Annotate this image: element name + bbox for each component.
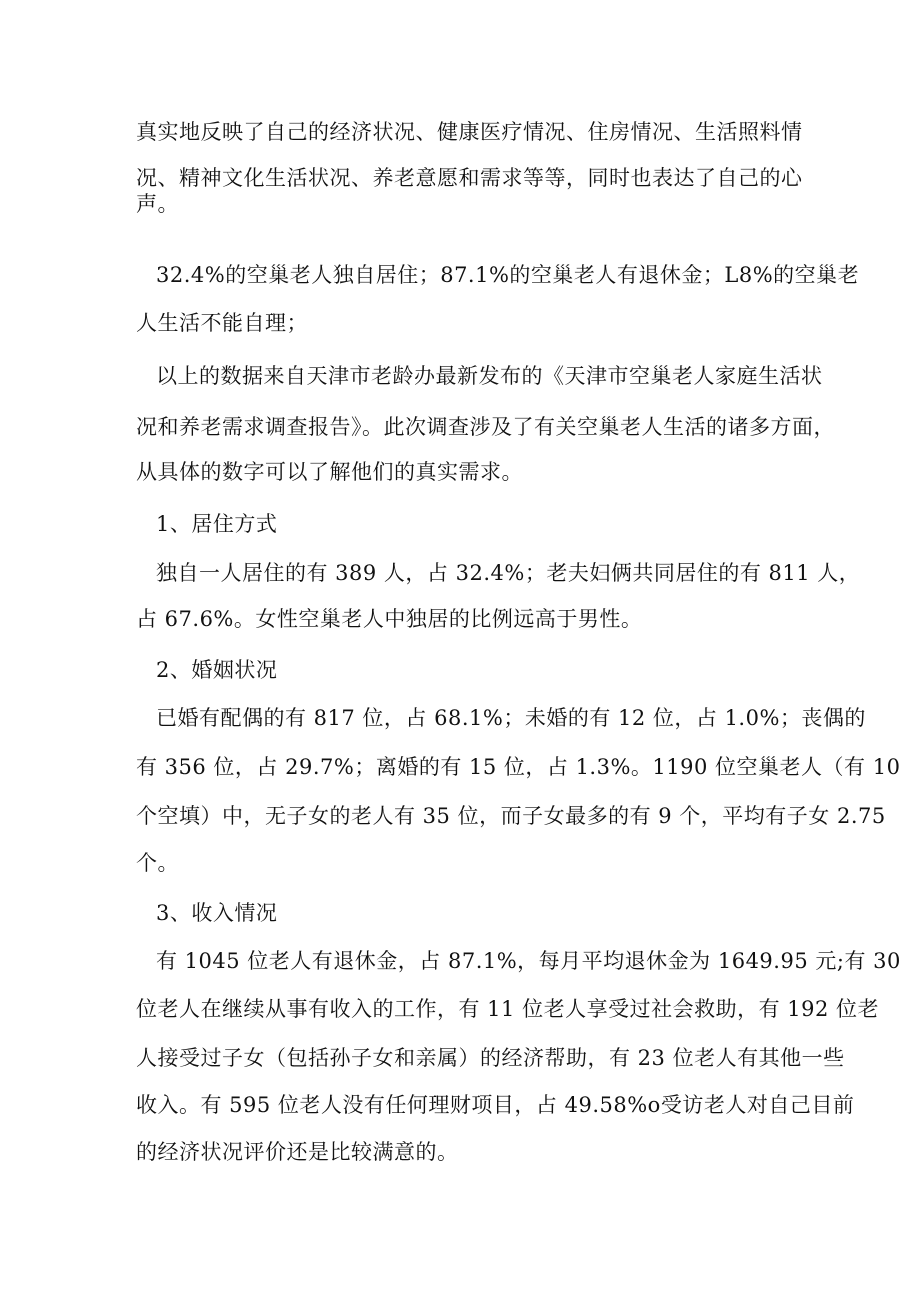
text-line: 况和养老需求调查报告》。此次调查涉及了有关空巢老人生活的诸多方面，	[136, 415, 835, 439]
section-heading: 3、收入情况	[156, 901, 278, 925]
text-line: 人接受过子女（包括孙子女和亲属）的经济帮助，有 23 位老人有其他一些	[136, 1046, 845, 1070]
text-line: 位老人在继续从事有收入的工作，有 11 位老人享受过社会救助，有 192 位老	[136, 997, 880, 1021]
text-line: 占 67.6%。女性空巢老人中独居的比例远高于男性。	[136, 607, 643, 631]
text-line: 收入。有 595 位老人没有任何理财项目，占 49.58%o受访老人对自己目前	[136, 1093, 855, 1117]
text-line: 独自一人居住的有 389 人，占 32.4%；老夫妇俩共同居住的有 811 人，	[156, 561, 861, 585]
text-line: 已婚有配偶的有 817 位，占 68.1%；未婚的有 12 位，占 1.0%；丧偶的	[156, 706, 866, 730]
text-line: 32.4%的空巢老人独自居住；87.1%的空巢老人有退休金；L8%的空巢老	[156, 263, 860, 287]
text-line: 以上的数据来自天津市老龄办最新发布的《天津市空巢老人家庭生活状	[156, 364, 823, 388]
text-line: 人生活不能自理；	[136, 311, 308, 335]
section-heading: 1、居住方式	[156, 512, 278, 536]
text-line: 从具体的数字可以了解他们的真实需求。	[136, 460, 523, 484]
text-line: 有 1045 位老人有退休金，占 87.1%，每月平均退休金为 1649.95 元;有 30	[156, 949, 901, 973]
text-line: 个。	[136, 851, 179, 875]
text-line: 真实地反映了自己的经济状况、健康医疗情况、住房情况、生活照料情	[136, 120, 803, 144]
text-line: 声。	[136, 192, 179, 216]
text-line: 的经济状况评价还是比较满意的。	[136, 1140, 459, 1164]
section-heading: 2、婚姻状况	[156, 658, 278, 682]
text-line: 个空填）中，无子女的老人有 35 位，而子女最多的有 9 个，平均有子女 2.75	[136, 804, 886, 828]
text-line: 况、精神文化生活状况、养老意愿和需求等等，同时也表达了自己的心	[136, 166, 803, 190]
text-line: 有 356 位，占 29.7%；离婚的有 15 位，占 1.3%。1190 位空巢老人（有 10	[136, 755, 901, 779]
